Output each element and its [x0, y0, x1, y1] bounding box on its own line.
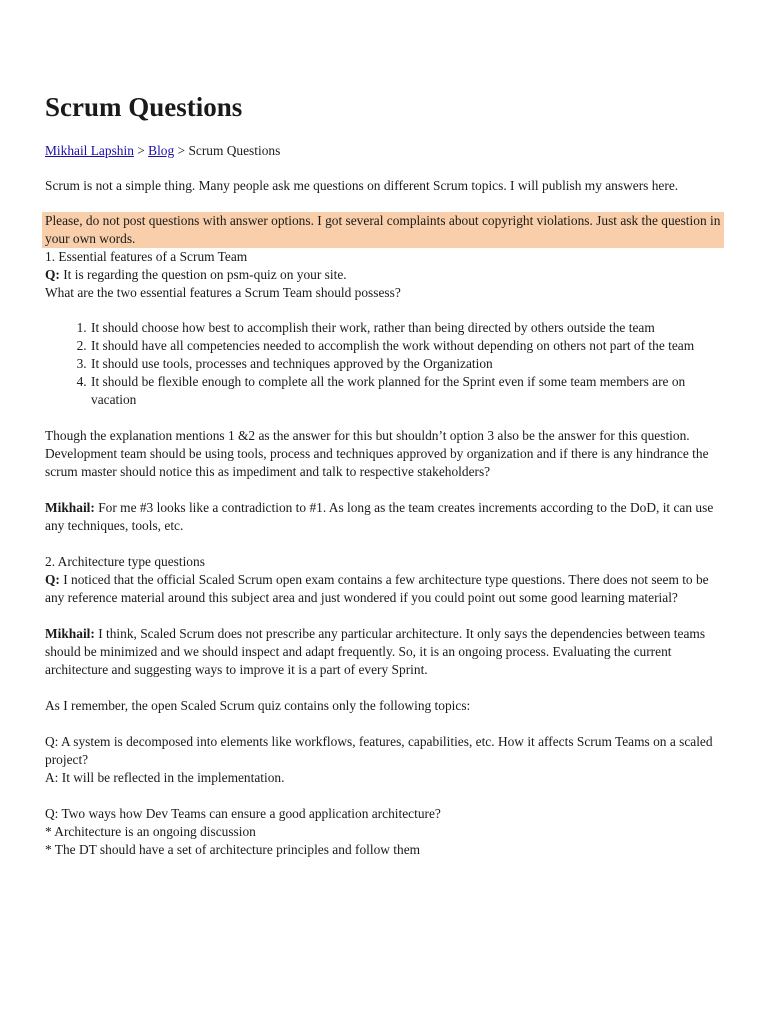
topic-question: Q: A system is decomposed into elements like workflows, features, capabilities, etc. How it affects Scrum Teams on a scaled project? [45, 734, 713, 767]
question-text-2: What are the two essential features a Scrum Team should possess? [45, 285, 401, 300]
answer-label: Mikhail: [45, 500, 95, 515]
answer-paragraph [45, 625, 724, 679]
question-heading: 1. Essential features of a Scrum Team [45, 249, 248, 264]
question-heading: 2. Architecture type questions [45, 554, 205, 569]
answer-options-list [45, 319, 724, 409]
topic-bullet: * Architecture is an ongoing discussion [45, 824, 256, 839]
followup-paragraph: Though the explanation mentions 1 &2 as the answer for this but shouldn’t option 3 also be the answer for this question. Development team should be using tools, process and techniques approved by organization and if there is any hindrance the scrum master should notice this as impediment and talk to respective stakeholders? [45, 428, 709, 479]
question-label: Q: [45, 267, 60, 282]
breadcrumb-separator: > [133, 143, 149, 158]
breadcrumb-current: Scrum Questions [188, 143, 281, 158]
answer-body: I think, Scaled Scrum does not prescribe any particular architecture. It only says the dependencies between teams should be minimized and we should inspect and adapt frequently. So, it is an ongoing process. Evaluating the current architecture and suggesting ways to improve it is a part of every Sprint. [45, 626, 706, 677]
topic-question: Q: Two ways how Dev Teams can ensure a good application architecture? [45, 806, 441, 821]
question-text [45, 266, 724, 284]
topic-bullet: * The DT should have a set of architecture principles and follow them [45, 842, 421, 857]
question-2-section [45, 553, 724, 859]
answer-body: For me #3 looks like a contradiction to #1. As long as the team creates increments according to the DoD, it can use any techniques, tools, etc. [45, 500, 714, 533]
breadcrumb-blog-link[interactable]: Blog [148, 143, 175, 158]
list-item: 1. It should choose how best to accomplish their work, rather than being directed by others outside the team [90, 319, 724, 337]
breadcrumb [45, 142, 724, 160]
breadcrumb-home-link[interactable]: Mikhail Lapshin [45, 143, 134, 158]
list-item: 3. It should use tools, processes and techniques approved by the Organization [90, 355, 724, 373]
list-item: 4. It should be flexible enough to complete all the work planned for the Sprint even if some team members are on vacation [90, 373, 724, 409]
answer-paragraph [45, 499, 724, 535]
question-1-section [45, 248, 724, 535]
question-label: Q: [45, 572, 60, 587]
list-item: 2. It should have all competencies needed to accomplish the work without depending on others not part of the team [90, 337, 724, 355]
page-title: Scrum Questions [45, 92, 243, 122]
question-text [45, 571, 724, 607]
topic-answer: A: It will be reflected in the implementation. [45, 770, 285, 785]
question-body: It is regarding the question on psm-quiz on your site. [59, 267, 347, 282]
intro-paragraph: Scrum is not a simple thing. Many people ask me questions on different Scrum topics. I will publish my answers here. [45, 178, 679, 193]
topics-intro: As I remember, the open Scaled Scrum quiz contains only the following topics: [45, 698, 471, 713]
answer-label: Mikhail: [45, 626, 95, 641]
breadcrumb-separator: > [174, 143, 189, 158]
notice-banner: Please, do not post questions with answer options. I got several complaints about copyright violations. Just ask the question in your own words. [42, 212, 724, 248]
question-body: I noticed that the official Scaled Scrum open exam contains a few architecture type questions. There does not seem to be any reference material around this subject area and just wondered if you could point out some good learning material? [45, 572, 709, 605]
